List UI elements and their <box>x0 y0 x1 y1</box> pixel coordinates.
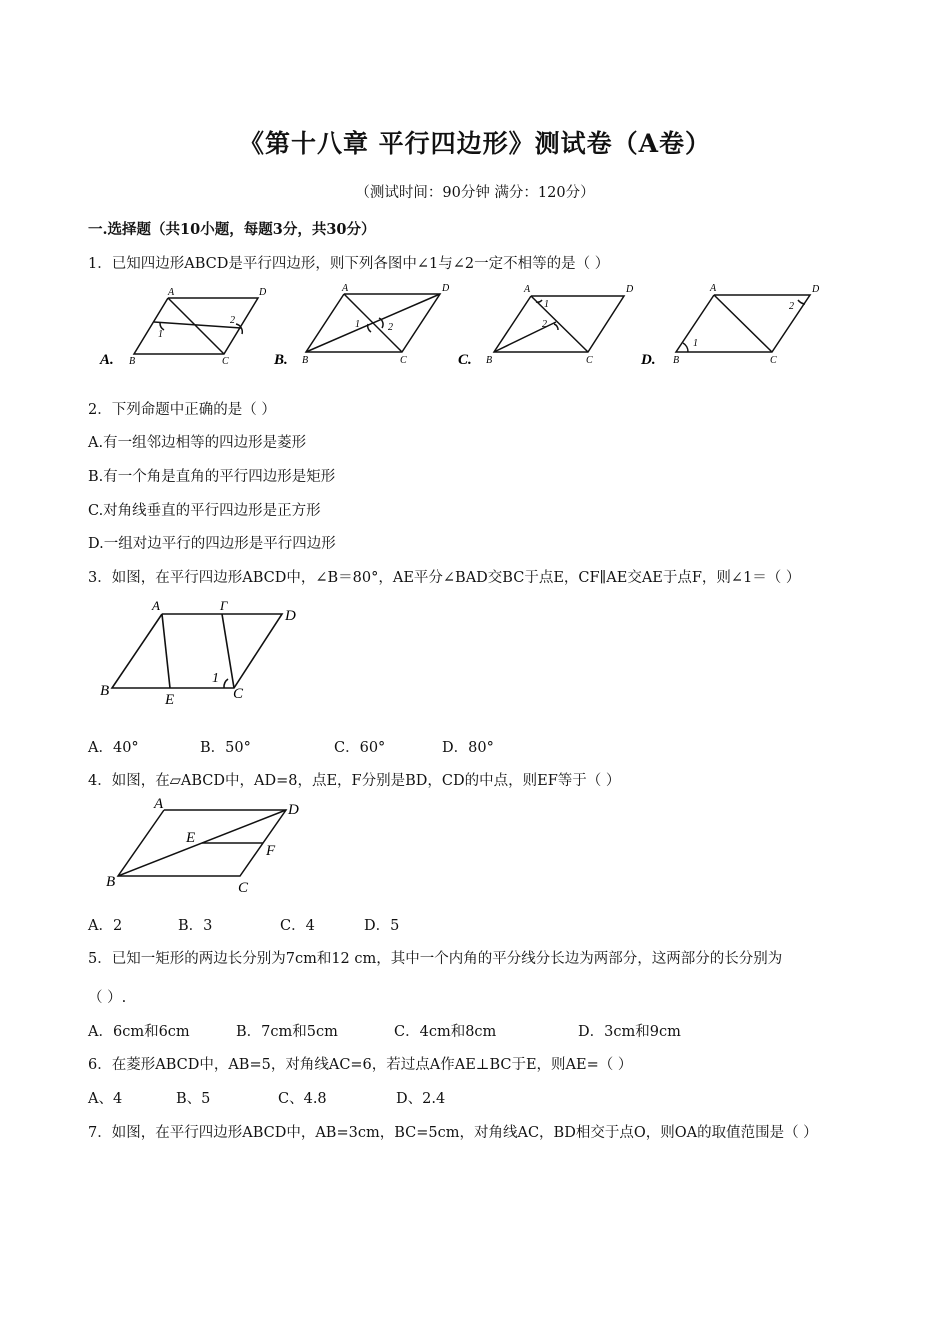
question-3-stem: 3．如图，在平行四边形ABCD中，∠B＝80°，AE平分∠BAD交BC于点E，CF∥AE交AE于点F，则∠1＝（ ） <box>88 570 801 586</box>
label-b: B <box>486 355 493 366</box>
question-7-stem: 7．如图，在平行四边形ABCD中，AB=3cm，BC=5cm，对角线AC，BD相交于点O，则OA的取值范围是（ ） <box>88 1125 818 1141</box>
question-6-option-b: B、5 <box>176 1091 211 1107</box>
label-d: D <box>442 283 450 294</box>
angle-1: 1 <box>355 319 360 330</box>
question-6-stem: 6．在菱形ABCD中，AB=5，对角线AC=6，若过点A作AE⊥BC于E，则AE=（ ） <box>88 1057 633 1073</box>
exam-info: （测试时间：90分钟 满分：120分） <box>355 185 595 201</box>
angle-1: 1 <box>693 338 698 349</box>
question-6-option-a: A、4 <box>88 1091 123 1107</box>
label-f: F <box>266 843 276 859</box>
question-5-options <box>88 1020 681 1041</box>
label-a: A <box>154 796 164 812</box>
question-6-option-d: D、2.4 <box>396 1091 446 1107</box>
label-b: B <box>129 356 136 367</box>
label-a: A <box>342 283 349 294</box>
figure-label-c: C. <box>458 352 472 368</box>
question-5-stem-continued: （ ）. <box>88 990 127 1006</box>
label-a: A <box>152 598 160 613</box>
question-4-option-a: A．2 <box>88 918 123 934</box>
label-b: B <box>302 355 309 366</box>
label-c: C <box>222 356 229 367</box>
label-c: C <box>586 355 593 366</box>
question-4-figure <box>100 794 300 896</box>
label-c: C <box>400 355 407 366</box>
label-e: E <box>186 830 196 846</box>
question-4-stem: 4．如图，在▱ABCD中，AD=8，点E，F分别是BD，CD的中点，则EF等于（ ） <box>88 773 621 789</box>
question-5-stem: 5．已知一矩形的两边长分别为7cm和12 cm，其中一个内角的平分线分长边为两部分，这两部分的长分别为 <box>88 951 783 967</box>
question-3-option-c: C．60° <box>334 740 386 756</box>
question-1-figures <box>96 282 836 374</box>
question-2-stem: 2．下列命题中正确的是（ ） <box>88 402 276 418</box>
question-5-option-b: B．7cm和5cm <box>236 1024 338 1040</box>
figure-1c <box>494 296 624 352</box>
question-6-option-c: C、4.8 <box>278 1091 327 1107</box>
label-f: Γ <box>220 598 228 613</box>
figure-1b <box>306 294 440 352</box>
question-3-option-d: D．80° <box>442 740 494 756</box>
question-5-option-c: C．4cm和8cm <box>394 1024 497 1040</box>
label-b: B <box>100 683 110 699</box>
angle-2: 2 <box>542 319 547 330</box>
angle-1: 1 <box>212 671 219 686</box>
figure-label-b: B. <box>274 352 288 368</box>
question-3-figure <box>92 596 312 712</box>
question-3-option-b: B．50° <box>200 740 251 756</box>
label-b: B <box>106 874 116 890</box>
label-d: D <box>259 287 267 298</box>
angle-2: 2 <box>230 315 235 326</box>
question-3-option-a: A．40° <box>88 740 139 756</box>
question-2-option-d: D.一组对边平行的四边形是平行四边形 <box>88 536 336 552</box>
label-b: B <box>673 355 680 366</box>
question-2-option-b: B.有一个角是直角的平行四边形是矩形 <box>88 469 336 485</box>
figure-1a <box>134 298 258 354</box>
question-5-option-a: A．6cm和6cm <box>88 1024 190 1040</box>
label-a: A <box>710 283 717 294</box>
question-4-option-c: C．4 <box>280 918 315 934</box>
label-d: D <box>288 802 299 818</box>
label-a: A <box>168 287 175 298</box>
figure-label-a: A. <box>100 352 114 368</box>
page-title: 《第十八章 平行四边形》测试卷（A卷） <box>238 129 712 158</box>
angle-1: 1 <box>158 329 163 340</box>
angle-2: 2 <box>789 301 794 312</box>
question-4-option-d: D．5 <box>364 918 400 934</box>
angle-2: 2 <box>388 322 393 333</box>
label-c: C <box>238 880 249 896</box>
question-5-option-d: D．3cm和9cm <box>578 1024 681 1040</box>
figure-label-d: D. <box>641 352 656 368</box>
question-4-option-b: B．3 <box>178 918 213 934</box>
label-a: A <box>524 284 531 295</box>
question-6-options <box>88 1087 445 1108</box>
question-3-options <box>88 736 494 757</box>
question-4-options <box>88 914 399 935</box>
angle-1: 1 <box>544 299 549 310</box>
label-e: E <box>165 692 175 708</box>
section-heading: 一.选择题（共10小题，每题3分，共30分） <box>88 221 376 238</box>
label-d: D <box>626 284 634 295</box>
label-c: C <box>233 686 244 702</box>
question-2-option-a: A.有一组邻边相等的四边形是菱形 <box>88 435 307 451</box>
label-d: D <box>812 284 820 295</box>
question-2-option-c: C.对角线垂直的平行四边形是正方形 <box>88 503 321 519</box>
label-c: C <box>770 355 777 366</box>
label-d: D <box>285 608 296 624</box>
question-1-stem: 1．已知四边形ABCD是平行四边形，则下列各图中∠1与∠2一定不相等的是（ ） <box>88 256 610 272</box>
